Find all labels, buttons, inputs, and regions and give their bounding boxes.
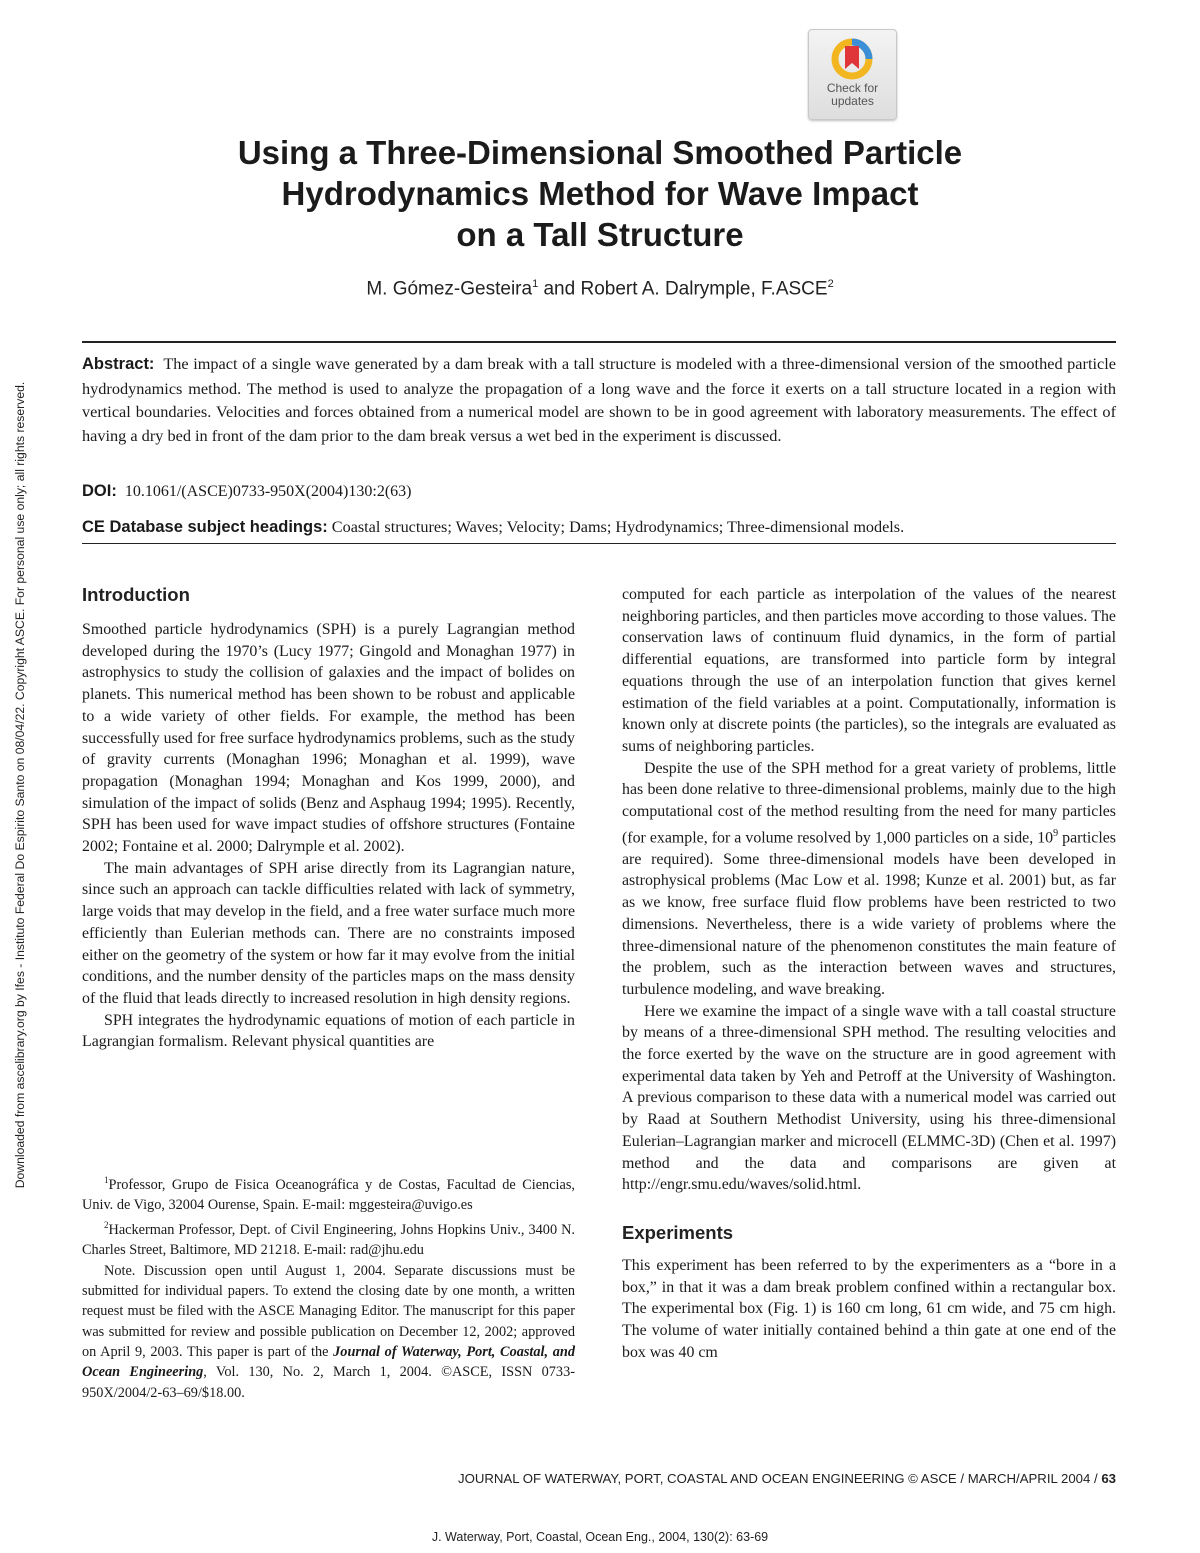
check-for-updates-label — [809, 82, 896, 108]
doi-label: DOI: — [82, 482, 117, 500]
intro-paragraph-6: Here we examine the impact of a single wave with a tall coastal structure by means of a three-dimensional SPH method. The resulting velocities and the force exerted by the wave on the structure are in good agreement with experimental data taken by Yeh and Petroff at the University of Washington. A previous comparison to these data with a numerical model was carried out by Raad at Southern Methodist University, using his three-dimensional Eulerian–Lagrangian marker and microcell (ELMMC-3D) (Chen et al. 1997) method and the data and comparisons are given at http://engr.smu.edu/waves/solid.html. — [622, 1002, 1116, 1194]
discussion-note — [82, 1261, 575, 1403]
paper-title — [150, 132, 1050, 255]
intro-paragraph-3: SPH integrates the hydrodynamic equations of motion of each particle in Lagrangian formalism. Relevant physical quantities are — [82, 1011, 575, 1051]
subject-headings-value: Coastal structures; Waves; Velocity; Dams; Hydrodynamics; Three-dimensional models. — [331, 518, 905, 536]
doi-value[interactable]: 10.1061/(ASCE)0733-950X(2004)130:2(63) — [124, 483, 412, 500]
author-1-affiliation-mark: 1 — [532, 278, 539, 290]
author-2-affiliation-mark: 2 — [827, 278, 834, 290]
intro-paragraph-1: Smoothed particle hydrodynamics (SPH) is a purely Lagrangian method developed during the 1970’s (Lucy 1977; Gingold and Monaghan 1977) in astrophysics to study the collision of galaxies and the impact of bolides on planets. This numerical method has been shown to be robust and applicable to a wide variety of other fields. For example, the method has been successfully used for free surface hydrodynamics problems, such as the study of gravity currents (Monaghan 1996; Monaghan et al. 1999), wave propagation (Monaghan 1994; Monaghan and Kos 1999, 2000), and simulation of the impact of solids (Benz and Asphaug 1994; 1995). Recently, SPH has been used for wave impact studies of offshore structures (Fontaine 2002; Fontaine et al. 2000; Dalrymple et al. 2002). — [82, 621, 575, 856]
intro-paragraph-4: computed for each particle as interpolation of the values of the nearest neighboring particles, and then particles move according to those values. The conservation laws of continuum fluid dynamics, in the form of partial differential equations, are transformed into particle form by integral equations through the use of an interpolation function that gives kernel estimation of the field variables at a point. Computationally, information is known only at discrete points (the particles), so the integrals are evaluated as sums of neighboring particles. — [622, 586, 1116, 755]
badge-line-1: Check for — [826, 81, 879, 95]
footer-journal-text: JOURNAL OF WATERWAY, PORT, COASTAL AND OCEAN ENGINEERING © ASCE / MARCH/APRIL 2004 / — [457, 1471, 1102, 1486]
abstract — [82, 352, 1116, 447]
badge-line-2: updates — [831, 94, 874, 108]
abstract-label: Abstract: — [82, 355, 155, 373]
journal-name: Journal of Waterway, Port, Coastal, and Ocean Engineering — [82, 1343, 575, 1381]
subject-headings-label: CE Database subject headings: — [82, 518, 328, 536]
intro-paragraph-5-a: Despite the use of the SPH method for a great variety of problems, little has been done relative to three-dimensional problems, mainly due to the high computational cost of the method resulting from the need for many particles (for example, for a volume resolved by 1,000 particles on a side, 10 — [622, 759, 1116, 847]
footnote-2-mark: 2 — [104, 1220, 109, 1231]
author-2: Robert A. Dalrymple, F.ASCE — [580, 278, 828, 300]
right-column — [622, 584, 1116, 1364]
intro-paragraph-2: The main advantages of SPH arise directly from its Lagrangian nature, since such an approach can tackle difficulties related with lack of symmetry, large voids that may develop in the field, and a free water surface much more efficiently than Eulerian methods can. There are no constraints imposed either on the geometry of the system or how far it may evolve from the initial conditions, and the number density of the particles maps on the mass density of the fluid that leads directly to increased resolution in high density regions. — [82, 859, 575, 1007]
footnotes — [82, 1170, 575, 1403]
discussion-note-issn: , Vol. 130, No. 2, March 1, 2004. ©ASCE, ISSN 0733-950X/2004/2-63–69/$18.00. — [82, 1364, 575, 1401]
footnote-1-mark: 1 — [104, 1175, 109, 1185]
section-heading-experiments: Experiments — [622, 1221, 734, 1243]
author-list — [150, 278, 1050, 300]
intro-paragraph-5-b: particles are required). Some three-dimensional models have been developed in astrophysical problems (Mac Low et al. 1998; Kunze et al. 2001) but, as far as we know, free surface fluid flow problems have been restricted to two dimensions. Nevertheless, there is a wide variety of problems where the three-dimensional nature of the phenomenon constitutes the main feature of the problem, such as the interaction between waves and structures, turbulence modeling, and wave breaking. — [622, 829, 1116, 998]
subject-headings — [82, 518, 1116, 537]
page-number: 63 — [1101, 1471, 1116, 1486]
footnote-1-text: Professor, Grupo de Fisica Oceanográfica y de Costas, Facultad de Ciencias, Univ. de Vigo, 32004 Ourense, Spain. E-mail: mggesteira@uvigo.es — [82, 1176, 575, 1214]
bookmark-ring-icon — [829, 36, 875, 82]
title-line-2: Hydrodynamics Method for Wave Impact — [281, 175, 919, 212]
left-column — [82, 583, 575, 1053]
experiments-paragraph-1: This experiment has been referred to by the experimenters as a “bore in a box,” in that it was a dam break problem confined within a rectangular box. The experimental box (Fig. 1) is 160 cm long, 61 cm wide, and 75 cm high. The volume of water initially contained behind a thin gate at one end of the box was 40 cm — [622, 1256, 1116, 1361]
abstract-top-rule — [82, 341, 1116, 343]
journal-footer — [458, 1471, 1116, 1486]
author-1: M. Gómez-Gesteira — [366, 278, 533, 300]
abstract-bottom-rule — [82, 543, 1116, 544]
download-copyright-notice: Downloaded from ascelibrary.org by Ifes - Instituto Federal Do Espirito Santo on 08/04/22. Copyright ASCE. For personal use only; all rights reserved. — [13, 381, 27, 1189]
intro-paragraph-5 — [622, 758, 1116, 1001]
title-line-3: on a Tall Structure — [456, 216, 744, 253]
check-for-updates-button[interactable] — [808, 29, 897, 120]
footnote-2-text: Hackerman Professor, Dept. of Civil Engineering, Johns Hopkins Univ., 3400 N. Charles Street, Baltimore, MD 21218. E-mail: rad@jhu.edu — [82, 1222, 575, 1259]
footnote-1 — [82, 1170, 575, 1215]
title-line-1: Using a Three-Dimensional Smoothed Particle — [237, 134, 963, 171]
doi-line — [82, 482, 411, 501]
footnote-2 — [82, 1215, 575, 1260]
discussion-note-text: Note. Discussion open until August 1, 2004. Separate discussions must be submitted for individual papers. To extend the closing date by one month, a written request must be filed with the ASCE Managing Editor. The manuscript for this paper was submitted for review and possible publication on December 12, 2002; approved on April 9, 2003. This paper is part of the — [82, 1262, 575, 1360]
abstract-text: The impact of a single wave generated by a dam break with a tall structure is modeled with a three-dimensional version of the smoothed particle hydrodynamics method. The method is used to analyze the propagation of a long wave and the force it exerts on a tall structure located in a region with vertical boundaries. Velocities and forces obtained from a numerical model are shown to be in good agreement with laboratory measurements. The effect of having a dry bed in front of the dam prior to the dam break versus a wet bed in the experiment is discussed. — [82, 354, 1116, 445]
author-conjunction: and — [538, 278, 581, 300]
section-heading-introduction: Introduction — [82, 584, 190, 605]
exponent-9: 9 — [1053, 827, 1059, 839]
citation-line: J. Waterway, Port, Coastal, Ocean Eng., 2004, 130(2): 63-69 — [431, 1530, 769, 1544]
